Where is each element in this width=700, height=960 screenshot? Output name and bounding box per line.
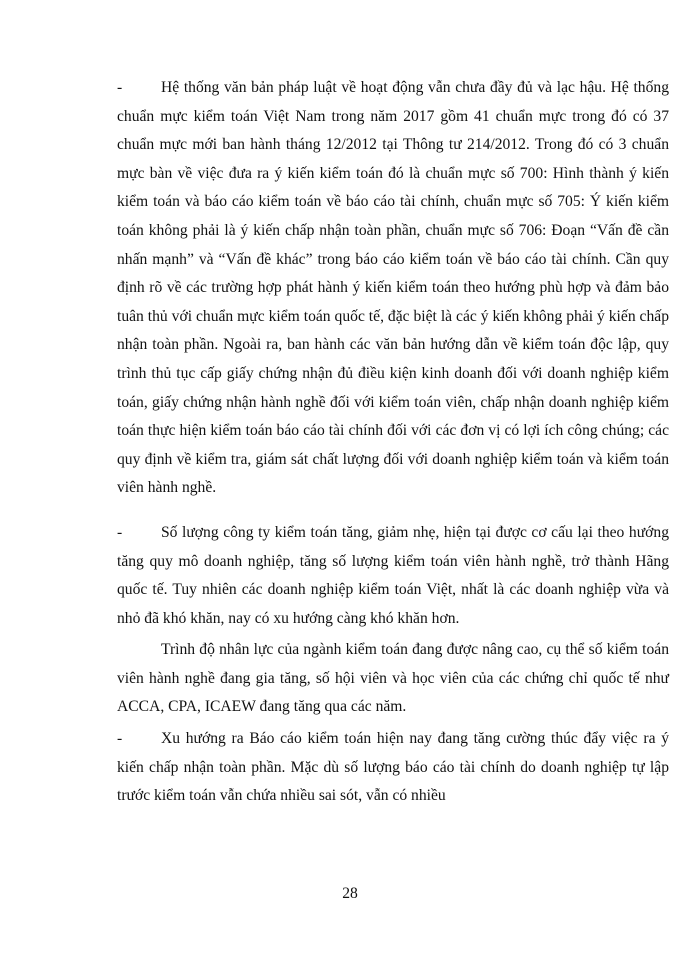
paragraph-text: Hệ thống văn bản pháp luật về hoạt động vẫn chưa đầy đủ và lạc hậu. Hệ thống chuẩn mực kiểm toán Việt Nam trong năm 2017 gồm 41 chuẩn mực trong đó có 37 chuẩn mực mới ban hành tháng 12/2012 tại Thông tư 214/2012. Trong đó có 3 chuẩn mực bàn về việc đưa ra ý kiến kiểm toán đó là chuẩn mực số 700: Hình thành ý kiến kiểm toán và báo cáo kiểm toán về báo cáo tài chính, chuẩn mực số 705: Ý kiến kiểm toán không phải là ý kiến chấp nhận toàn phần, chuẩn mực số 706: Đoạn “Vấn đề cần nhấn mạnh” và “Vấn đề khác” trong báo cáo kiểm toán về báo cáo tài chính. Cần quy định rõ về các trường hợp phát hành ý kiến kiểm toán theo hướng phù hợp và đảm bảo tuân thủ với chuẩn mực kiểm toán quốc tế, đặc biệt là các ý kiến không phải ý kiến chấp nhận toàn phần. Ngoài ra, ban hành các văn bản hướng dẫn về kiểm toán độc lập, quy trình thủ tục cấp giấy chứng nhận đủ điều kiện kinh doanh đối với doanh nghiệp kiểm toán, giấy chứng nhận hành nghề đối với kiểm toán viên, chấp nhận doanh nghiệp kiểm toán thực hiện kiểm toán báo cáo tài chính đối với các đơn vị có lợi ích công chúng; các quy định về kiểm tra, giám sát chất lượng đối với doanh nghiệp kiểm toán và kiểm toán viên hành nghề. [117,79,669,497]
page-body [117,74,669,811]
paragraph-audit-firms [117,519,669,633]
bullet-dash: - [117,79,123,96]
paragraph-text: Trình độ nhân lực của ngành kiểm toán đang được nâng cao, cụ thể số kiểm toán viên hành nghề đang gia tăng, số hội viên và học viên của các chứng chỉ quốc tế như ACCA, CPA, ICAEW đang tăng qua các năm. [117,641,669,716]
paragraph-text: Xu hướng ra Báo cáo kiểm toán hiện nay đang tăng cường thúc đẩy việc ra ý kiến chấp nhận toàn phần. Mặc dù số lượng báo cáo tài chính do doanh nghiệp tự lập trước kiểm toán vẫn chứa nhiều sai sót, vẫn có nhiều [117,730,669,805]
page-number: 28 [342,885,358,902]
bullet-dash: - [117,730,123,748]
paragraph-text: Số lượng công ty kiểm toán tăng, giảm nhẹ, hiện tại được cơ cấu lại theo hướng tăng quy mô doanh nghiệp, tăng số lượng kiểm toán viên hành nghề, trở thành Hãng quốc tế. Tuy nhiên các doanh nghiệp kiểm toán Việt, nhất là các doanh nghiệp vừa và nhỏ đã khó khăn, nay có xu hướng càng khó khăn hơn. [117,523,669,627]
paragraph-legal-documents [117,74,669,503]
bullet-dash: - [117,523,123,541]
paragraph-audit-report-trend [117,725,669,811]
paragraph-human-resources [117,636,669,722]
